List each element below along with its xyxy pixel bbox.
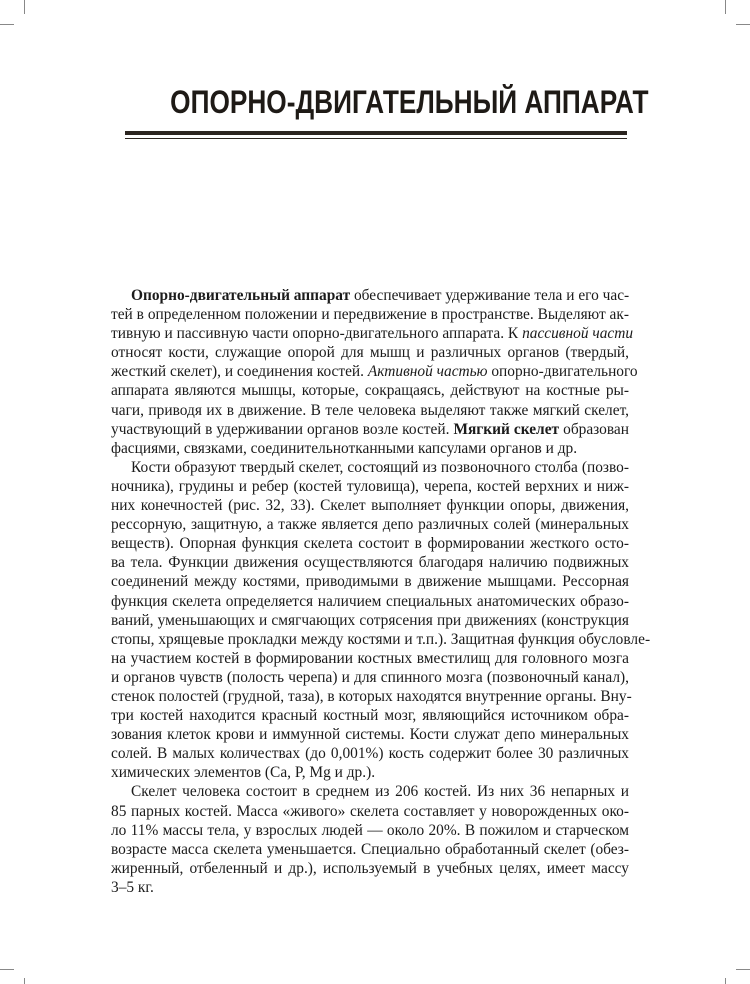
text-line: веществ). Опорная функция скелета состоит в формировании жесткого осто- — [111, 535, 629, 553]
text-line: Кости образуют твердый скелет, состоящий из позвоночного столба (позво- — [131, 458, 629, 476]
text-line: ваний, уменьшающих и смягчающих сотрясения при движениях (конструкция — [111, 611, 629, 629]
text-line — [111, 286, 629, 305]
chapter-title: ОПОРНО-ДВИГАТЕЛЬНЫЙ АППАРАТ — [170, 84, 649, 120]
text-line: соединений между костями, приводимыми в движение мышцами. Рессорная — [111, 573, 629, 591]
text-line: Скелет человека состоит в среднем из 206 костей. Из них 36 непарных и — [131, 783, 629, 801]
text-line: аппарата являются мышцы, которые, сокращаясь, действуют на костные ры- — [111, 382, 629, 400]
crop-mark — [24, 0, 25, 14]
title-rule-thick — [125, 131, 627, 135]
crop-mark — [24, 978, 25, 984]
text-line: 85 парных костей. Масса «живого» скелета составляет у новорожденных око- — [111, 802, 629, 820]
paragraph-2 — [111, 458, 651, 783]
text-line — [111, 420, 629, 439]
crop-mark — [725, 0, 726, 14]
text-line: стопы, хрящевые прокладки между костями и т.п.). Защитная функция обусловле- — [111, 630, 651, 648]
crop-mark — [725, 978, 726, 984]
text-line: на участием костей в формировании костных вместилищ для головного мозга — [111, 649, 629, 667]
text-line: и органов чувств (полость черепа) и для спинного мозга (позвоночный канал), — [111, 668, 629, 686]
text-line: ва тела. Функции движения осуществляются благодаря наличию подвижных — [111, 554, 629, 572]
text-line: чаги, приводя их в движение. В теле человека выделяют также мягкий скелет, — [111, 401, 629, 419]
term-italic: пассивной части — [522, 325, 634, 343]
text-line: жиренный, отбеленный и др.), используемый в учебных целях, имеет массу — [111, 859, 629, 877]
crop-mark — [0, 969, 14, 970]
text-span: тивную и пассивную части опорно-двигательного аппарата. К — [111, 325, 519, 343]
text-line: 3–5 кг. — [111, 878, 154, 896]
text-span: образован — [563, 420, 629, 438]
crop-mark — [736, 969, 750, 970]
text-line: ло 11% массы тела, у взрослых людей — около 20%. В пожилом и старческом — [111, 821, 629, 839]
text-span: обеспечивает удерживание тела и его час- — [350, 287, 630, 304]
text-span: участвующий в удерживании органов возле костей. — [111, 420, 450, 438]
text-line: стенок полостей (грудной, таза), в которых находятся внутренние органы. Вну- — [111, 687, 632, 705]
text-line: рессорную, защитную, а также является депо различных солей (минеральных — [111, 516, 629, 534]
text-line: три костей находится красный костный мозг, являющийся источником обра- — [111, 707, 629, 725]
term-bold: Опорно-двигательный аппарат — [131, 287, 351, 304]
text-line: фасциями, связками, соединительнотканными капсулами органов и др. — [111, 439, 578, 457]
text-line: относят кости, служащие опорой для мышц и различных органов (твердый, — [111, 344, 629, 362]
text-line: зования клеток крови и иммунной системы. Кости служат депо минеральных — [111, 726, 629, 744]
crop-mark — [0, 24, 14, 25]
body-text — [111, 286, 651, 897]
title-rule-thin — [125, 138, 627, 139]
text-line — [111, 324, 634, 343]
text-span: жесткий скелет), и соединения костей. — [111, 363, 365, 381]
term-bold: Мягкий скелет — [453, 420, 560, 438]
text-line: солей. В малых количествах (до 0,001%) кость содержит более 30 различных — [111, 745, 629, 763]
text-span: опорно-двигательного — [491, 363, 638, 381]
text-line: функция скелета определяется наличием специальных анатомических образо- — [111, 592, 629, 610]
paragraph-3 — [111, 782, 629, 897]
text-line: химических элементов (Ca, P, Mg и др.). — [111, 764, 376, 782]
paragraph-1 — [111, 286, 638, 458]
text-line: них конечностей (рис. 32, 33). Скелет выполняет функции опоры, движения, — [111, 497, 629, 515]
crop-mark — [736, 24, 750, 25]
text-line: тей в определенном положении и передвижение в пространстве. Выделяют ак- — [111, 306, 629, 324]
text-line: возрасте масса скелета уменьшается. Специально обработанный скелет (обез- — [111, 840, 629, 858]
text-line: ночника), грудины и ребер (костей туловища), черепа, костей верхних и ниж- — [111, 477, 629, 495]
term-italic: Активной частью — [367, 363, 488, 381]
text-line — [111, 362, 638, 381]
